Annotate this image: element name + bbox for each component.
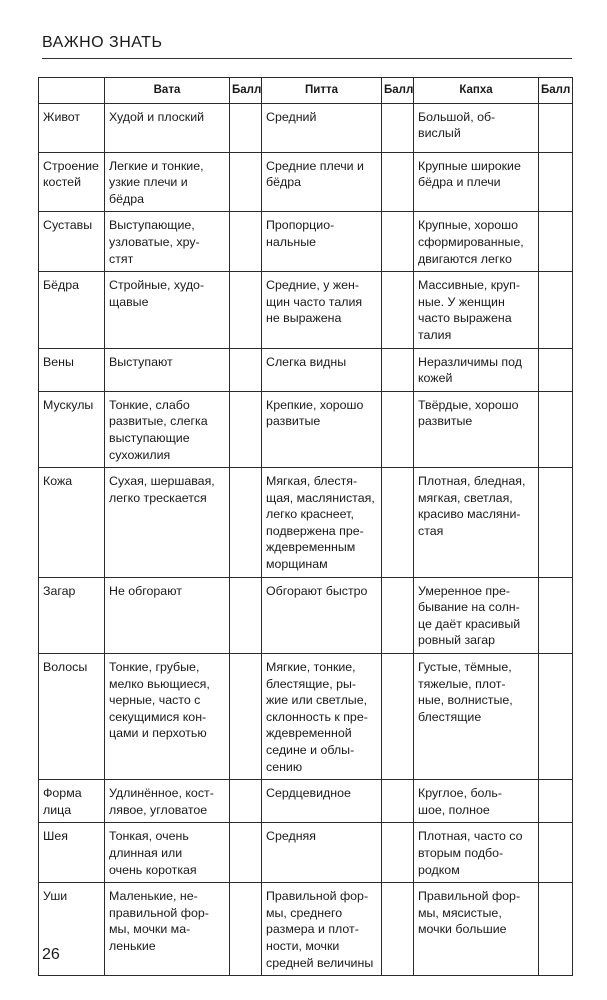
pitta-score-cell: [382, 654, 414, 780]
vata-score-cell: [230, 577, 262, 653]
vata-score-cell: [230, 391, 262, 467]
pitta-cell: Мягкая, блестя- щая, маслянистая, легко краснеет, подвержена пре- ждевременным морщинам: [262, 468, 382, 578]
row-label-cell: Форма лица: [39, 780, 105, 823]
table-row: [39, 272, 573, 348]
vata-score-cell: [230, 103, 262, 152]
table-row: [39, 391, 573, 467]
vata-score-cell: [230, 823, 262, 883]
kapha-score-cell: [539, 212, 573, 272]
vata-cell: Не обгорают: [105, 577, 230, 653]
vata-score-cell: [230, 152, 262, 212]
table-row: [39, 348, 573, 391]
pitta-cell: Обгорают быстро: [262, 577, 382, 653]
row-label-cell: Живот: [39, 103, 105, 152]
table-row: [39, 212, 573, 272]
header-cell-score: Балл: [230, 78, 262, 104]
kapha-score-cell: [539, 152, 573, 212]
pitta-cell: Правильной фор- мы, среднего размера и плот- ности, мочки средней величины: [262, 883, 382, 976]
vata-cell: Удлинённое, кост- лявое, угловатое: [105, 780, 230, 823]
header-cell-pitta: Питта: [262, 78, 382, 104]
pitta-cell: Мягкие, тонкие, блестящие, ры- жие или светлые, склонность к пре- ждевременной седине и облы- сению: [262, 654, 382, 780]
pitta-score-cell: [382, 883, 414, 976]
pitta-score-cell: [382, 212, 414, 272]
page-number: 26: [42, 946, 60, 963]
pitta-score-cell: [382, 152, 414, 212]
header-cell-score: Балл: [382, 78, 414, 104]
kapha-cell: Массивные, круп- ные. У женщин часто выражена талия: [414, 272, 539, 348]
table-row: [39, 654, 573, 780]
row-label-cell: Шея: [39, 823, 105, 883]
table-row: [39, 780, 573, 823]
vata-cell: Сухая, шершавая, легко трескается: [105, 468, 230, 578]
pitta-score-cell: [382, 468, 414, 578]
pitta-cell: Крепкие, хорошо развитые: [262, 391, 382, 467]
row-label-cell: Кожа: [39, 468, 105, 578]
kapha-score-cell: [539, 883, 573, 976]
table-header-row: [39, 78, 573, 104]
vata-score-cell: [230, 212, 262, 272]
pitta-score-cell: [382, 823, 414, 883]
vata-cell: Выступающие, узловатые, хру- стят: [105, 212, 230, 272]
header-cell-score: Балл: [539, 78, 573, 104]
pitta-cell: Средний: [262, 103, 382, 152]
kapha-score-cell: [539, 468, 573, 578]
vata-cell: Легкие и тонкие, узкие плечи и бёдра: [105, 152, 230, 212]
row-label-cell: Загар: [39, 577, 105, 653]
vata-cell: Выступают: [105, 348, 230, 391]
kapha-score-cell: [539, 348, 573, 391]
vata-score-cell: [230, 468, 262, 578]
table-row: [39, 883, 573, 976]
kapha-score-cell: [539, 391, 573, 467]
pitta-cell: Средние, у жен- щин часто талия не выражена: [262, 272, 382, 348]
kapha-score-cell: [539, 654, 573, 780]
kapha-cell: Крупные, хорошо сформированные, двигаются легко: [414, 212, 539, 272]
vata-cell: Тонкие, слабо развитые, слегка выступающие сухожилия: [105, 391, 230, 467]
pitta-score-cell: [382, 577, 414, 653]
vata-cell: Худой и плоский: [105, 103, 230, 152]
kapha-cell: Правильной фор- мы, мясистые, мочки большие: [414, 883, 539, 976]
kapha-score-cell: [539, 577, 573, 653]
vata-score-cell: [230, 348, 262, 391]
vata-score-cell: [230, 780, 262, 823]
pitta-cell: Слегка видны: [262, 348, 382, 391]
vata-cell: Маленькие, не- правильной фор- мы, мочки ма- ленькие: [105, 883, 230, 976]
row-label-cell: Бёдра: [39, 272, 105, 348]
row-label-cell: Вены: [39, 348, 105, 391]
vata-score-cell: [230, 272, 262, 348]
kapha-cell: Крупные широкие бёдра и плечи: [414, 152, 539, 212]
pitta-score-cell: [382, 103, 414, 152]
dosha-table: [38, 77, 573, 976]
vata-cell: Тонкие, грубые, мелко вьющиеся, черные, часто с секущимися кон- цами и перхотью: [105, 654, 230, 780]
vata-score-cell: [230, 883, 262, 976]
vata-cell: Стройные, худо- щавые: [105, 272, 230, 348]
pitta-cell: Средняя: [262, 823, 382, 883]
kapha-cell: Плотная, часто со вторым подбо- родком: [414, 823, 539, 883]
header-cell-kapha: Капха: [414, 78, 539, 104]
row-label-cell: Волосы: [39, 654, 105, 780]
pitta-score-cell: [382, 780, 414, 823]
row-label-cell: Суставы: [39, 212, 105, 272]
vata-score-cell: [230, 654, 262, 780]
table-row: [39, 152, 573, 212]
table-row: [39, 823, 573, 883]
pitta-cell: Пропорцио- нальные: [262, 212, 382, 272]
table-row: [39, 577, 573, 653]
kapha-cell: Большой, об- вислый: [414, 103, 539, 152]
header-rule: [42, 58, 572, 59]
kapha-score-cell: [539, 780, 573, 823]
kapha-cell: Умеренное пре- бывание на солн- це даёт красивый ровный загар: [414, 577, 539, 653]
pitta-score-cell: [382, 391, 414, 467]
kapha-cell: Неразличимы под кожей: [414, 348, 539, 391]
row-label-cell: Мускулы: [39, 391, 105, 467]
kapha-score-cell: [539, 103, 573, 152]
kapha-cell: Твёрдые, хорошо развитые: [414, 391, 539, 467]
vata-cell: Тонкая, очень длинная или очень короткая: [105, 823, 230, 883]
running-head: ВАЖНО ЗНАТЬ: [42, 34, 163, 51]
header-cell-empty: [39, 78, 105, 104]
row-label-cell: Уши: [39, 883, 105, 976]
pitta-cell: Средние плечи и бёдра: [262, 152, 382, 212]
kapha-score-cell: [539, 823, 573, 883]
table-row: [39, 468, 573, 578]
kapha-cell: Плотная, бледная, мягкая, светлая, красиво масляни- стая: [414, 468, 539, 578]
pitta-score-cell: [382, 348, 414, 391]
kapha-cell: Круглое, боль- шое, полное: [414, 780, 539, 823]
header-cell-vata: Вата: [105, 78, 230, 104]
pitta-cell: Сердцевидное: [262, 780, 382, 823]
table-body: [39, 103, 573, 976]
table-row: [39, 103, 573, 152]
kapha-cell: Густые, тёмные, тяжелые, плот- ные, волнистые, блестящие: [414, 654, 539, 780]
kapha-score-cell: [539, 272, 573, 348]
pitta-score-cell: [382, 272, 414, 348]
row-label-cell: Строение костей: [39, 152, 105, 212]
